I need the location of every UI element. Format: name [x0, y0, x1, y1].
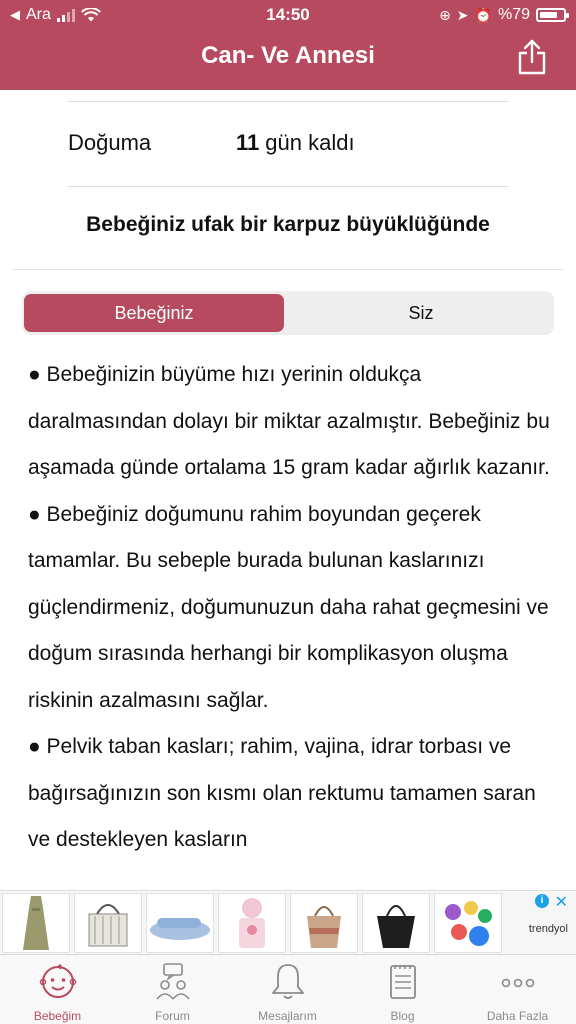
ad-banner[interactable] [0, 890, 576, 954]
ad-product-tote-bag[interactable] [290, 893, 358, 953]
tab-bebeginiz[interactable]: Bebeğiniz [24, 294, 284, 332]
baby-outfit-image [219, 894, 285, 952]
days-suffix: gün kaldı [265, 130, 355, 155]
black-bag-image [363, 894, 429, 952]
location-icon: ➤ [456, 6, 469, 23]
status-time: 14:50 [266, 5, 310, 24]
status-right [439, 6, 566, 24]
tab-label: Daha Fazla [486, 1009, 549, 1023]
divider [68, 101, 508, 102]
ad-product-slippers[interactable] [146, 893, 214, 953]
more-dots-icon [498, 961, 538, 1001]
ad-brand[interactable]: trendyol [528, 923, 568, 935]
share-icon[interactable] [516, 38, 548, 76]
slippers-image [147, 894, 213, 952]
baby-size-heading: Bebeğiniz ufak bir karpuz büyüklüğünde [86, 213, 490, 236]
divider [68, 186, 508, 187]
tab-siz[interactable]: Siz [408, 302, 434, 323]
divider [12, 269, 564, 270]
content-paragraph: ● Pelvik taban kasları; rahim, vajina, idrar torbası ve bağırsağınızın son kısmı olan rektumu tamamen saran ve destekleyen kasların [28, 735, 536, 851]
due-date-label: Doğuma [68, 130, 152, 155]
tab-label: Mesajlarım [258, 1009, 317, 1023]
tab-forum[interactable] [115, 959, 230, 1021]
dress-image [3, 894, 69, 952]
ad-product-baby-outfit[interactable] [218, 893, 286, 953]
tab-label: Bebeğim [33, 1009, 82, 1023]
due-date-value [236, 130, 355, 156]
status-bar [0, 0, 576, 30]
due-date-row [68, 130, 508, 160]
tab-daha-fazla[interactable] [460, 959, 575, 1021]
battery-percent: %79 [497, 6, 530, 23]
content-paragraph: ● Bebeğinizin büyüme hızı yerinin oldukça daralmasından dolayı bir miktar azalmıştır. Bebeğiniz bu aşamada günde ortalama 15 gram kadar ağırlık kazanır. [28, 363, 550, 479]
days-remaining: 11 [236, 130, 260, 155]
page-title: Can- Ve Annesi [201, 42, 375, 69]
ad-product-black-bag[interactable] [362, 893, 430, 953]
tab-label: Blog [390, 1009, 415, 1023]
info-icon[interactable]: i [535, 894, 549, 908]
bell-icon [268, 961, 308, 1001]
alarm-icon: ⏰ [474, 6, 492, 23]
toy-clay-image [435, 894, 501, 952]
ad-product-handbag[interactable] [74, 893, 142, 953]
back-arrow-icon[interactable]: ◀ [10, 7, 20, 22]
orientation-lock-icon: ⊕ [439, 6, 451, 23]
tote-bag-image [291, 894, 357, 952]
article-content[interactable] [28, 352, 558, 890]
close-icon[interactable]: ✕ [554, 894, 568, 911]
back-app-label[interactable]: Ara [26, 6, 51, 23]
people-chat-icon [153, 961, 193, 1001]
tab-bebegim[interactable] [0, 959, 115, 1021]
ad-product-toy-clay[interactable] [434, 893, 502, 953]
tab-label: Forum [155, 1009, 190, 1023]
content-paragraph: ● Bebeğiniz doğumunu rahim boyundan geçerek tamamlar. Bu sebeple burada bulunan kaslarınızı güçlendirmeniz, doğumunuzun daha rahat geçmesini ve doğum sırasında herhangi bir komplikasyon oluşma riskinin azalmasını sağlar. [28, 502, 549, 712]
segmented-control [22, 291, 554, 335]
tab-mesajlarim[interactable] [230, 959, 345, 1021]
notepad-icon [383, 961, 423, 1001]
tab-blog[interactable] [345, 959, 460, 1021]
handbag-image [75, 894, 141, 952]
ad-product-dress[interactable] [2, 893, 70, 953]
battery-icon [536, 8, 566, 22]
tab-bar [0, 954, 576, 1024]
app-header [0, 0, 576, 90]
baby-face-icon [38, 961, 78, 1001]
